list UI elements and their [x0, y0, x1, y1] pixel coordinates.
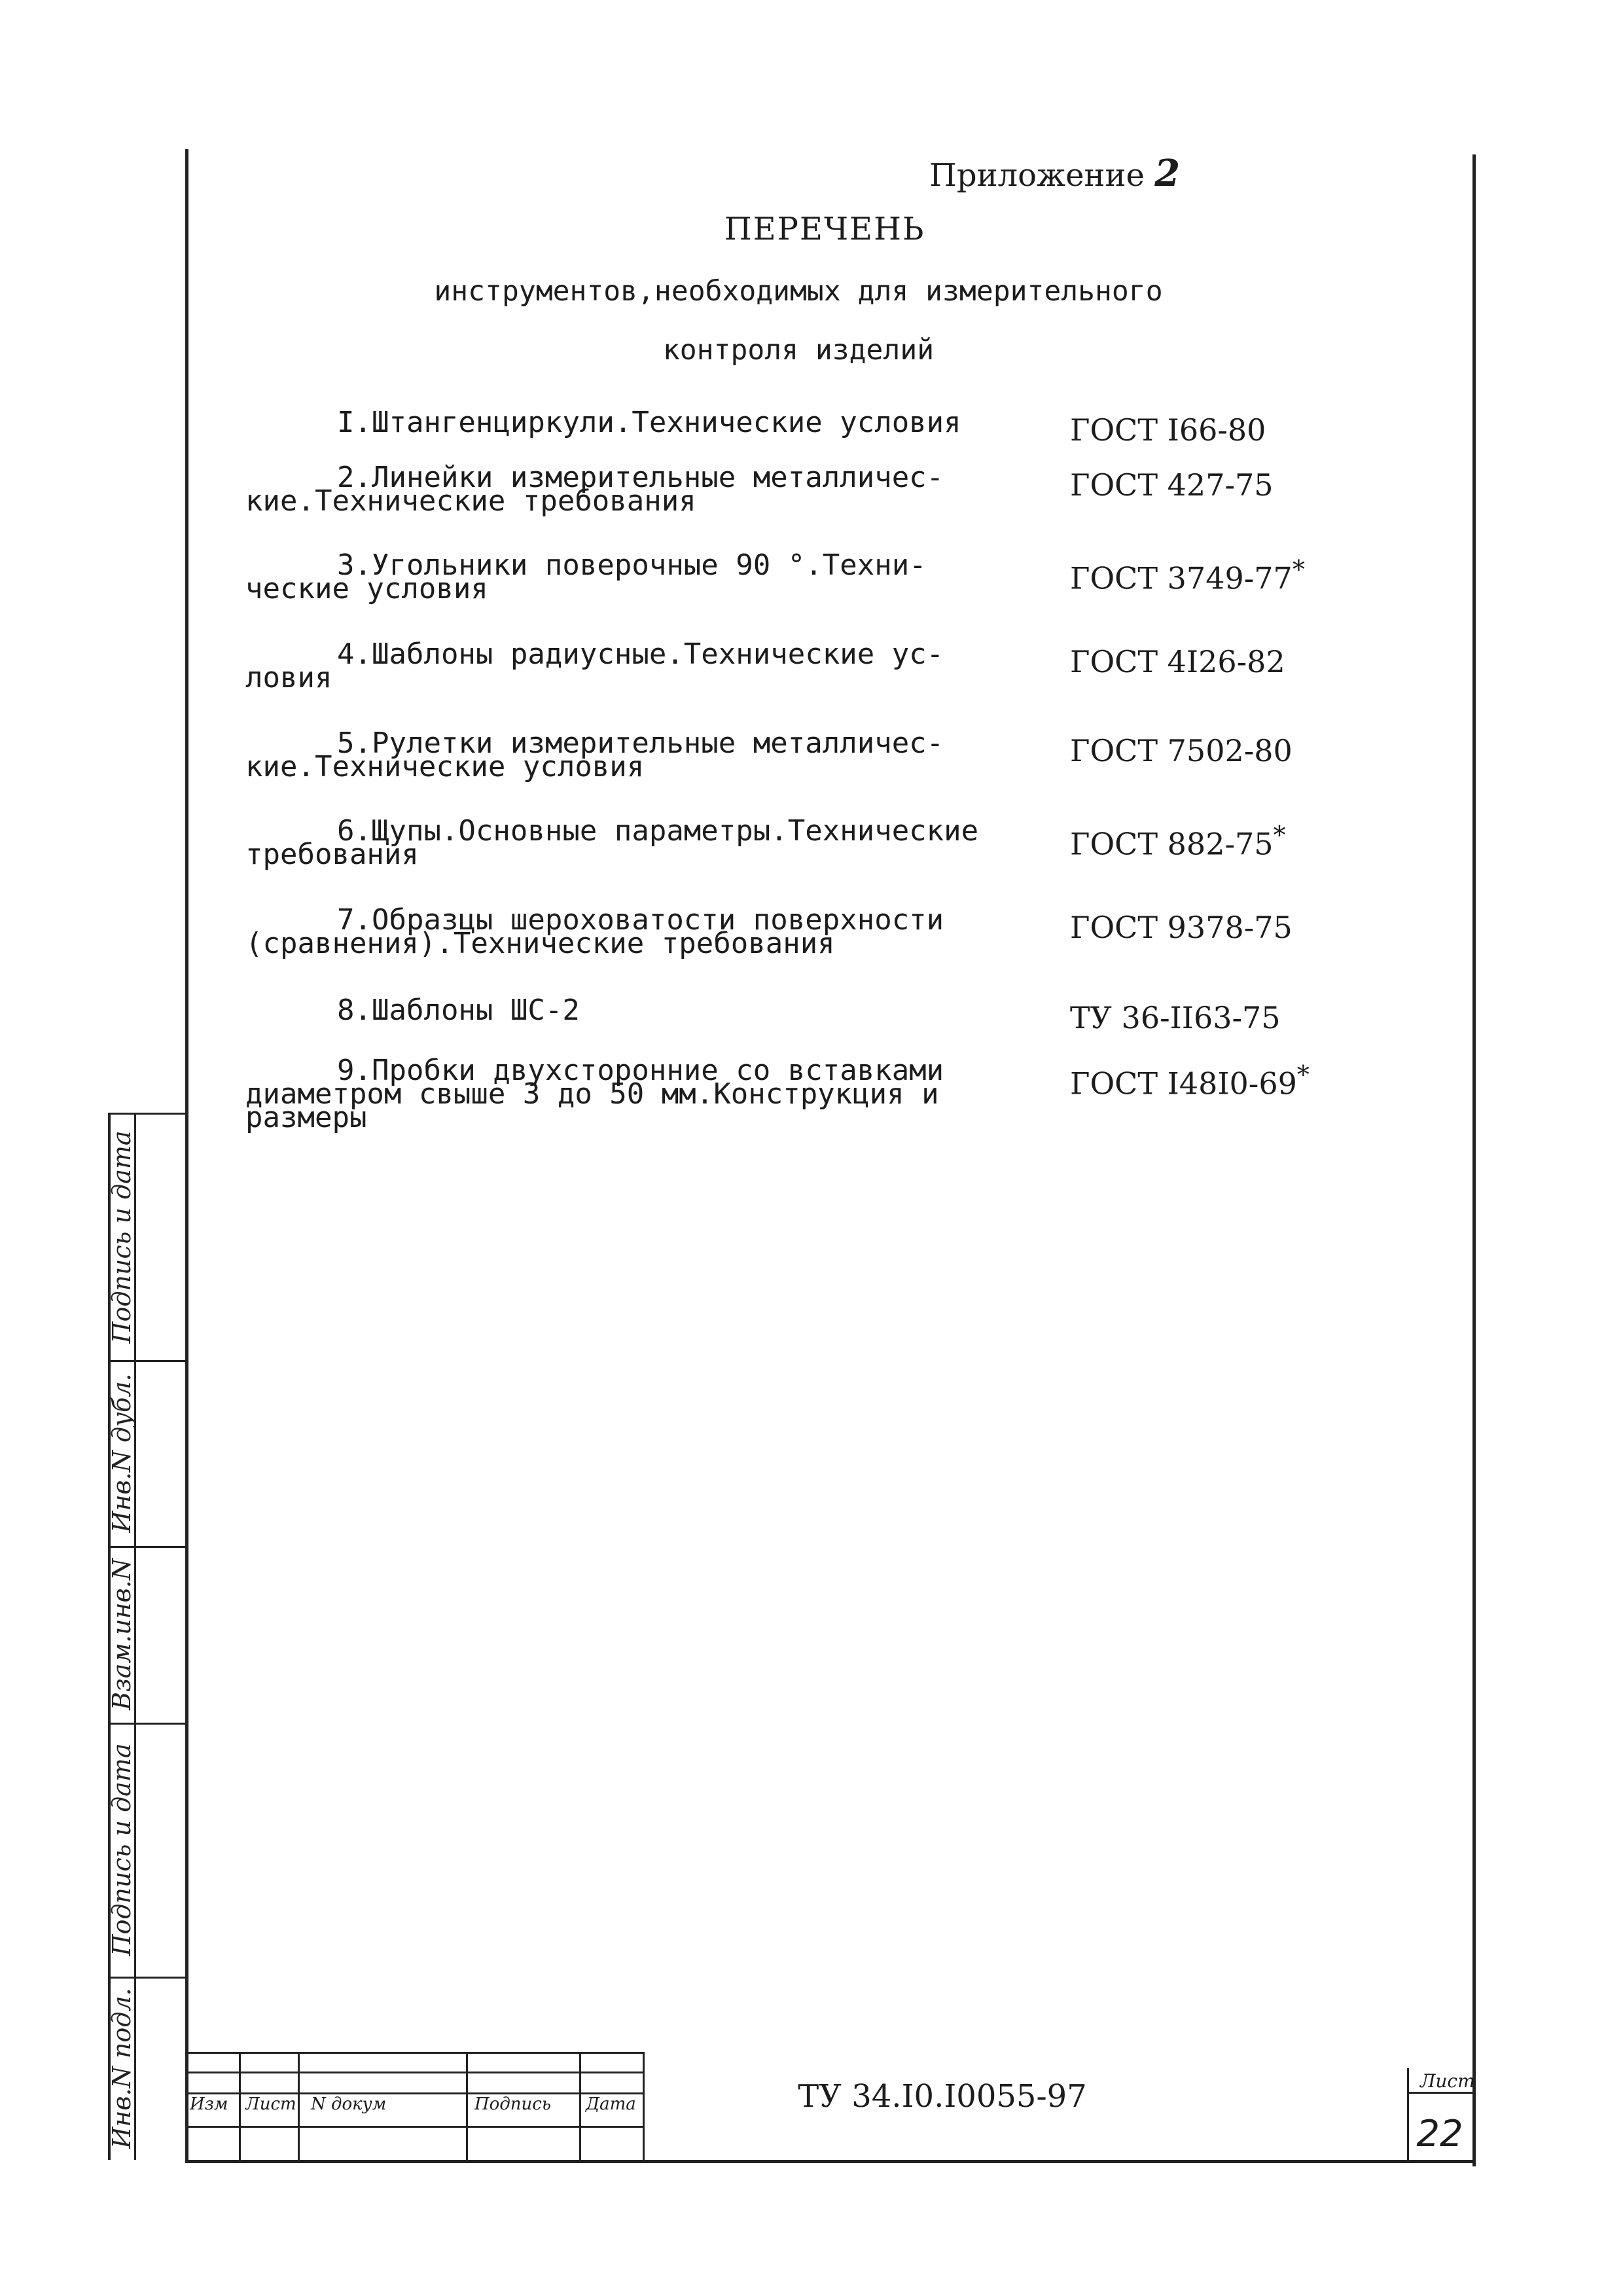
frame-bottom: [185, 2160, 1476, 2163]
standard-code: ГОСТ 9378-75: [1070, 910, 1293, 945]
list-item-text: 7.Образцы шероховатости поверхности: [337, 903, 944, 937]
list-item: [245, 548, 1063, 605]
standard-reference: [1070, 910, 1293, 945]
standard-code: ГОСТ 4I26-82: [1070, 644, 1285, 679]
standard-reference: [1070, 1000, 1281, 1035]
standard-reference: [1070, 1060, 1310, 1101]
standard-revision-mark: *: [1273, 821, 1286, 850]
standard-revision-mark: *: [1296, 1060, 1310, 1089]
list-item-text: 6.Щупы.Основные параметры.Технические: [337, 814, 979, 848]
standard-code: ГОСТ I48I0-69: [1070, 1066, 1297, 1102]
standard-reference: [1070, 467, 1274, 503]
list-item: [245, 637, 1063, 694]
list-item-text: 2.Линейки измерительные металличес-: [337, 461, 944, 494]
standard-code: ГОСТ I66-80: [1070, 412, 1266, 448]
col-signature: Подпись: [474, 2094, 552, 2114]
list-item-text: 8.Шаблоны ШС-2: [337, 994, 580, 1027]
title-block-col-line: [579, 2052, 581, 2163]
list-item-continuation: кие.Технические условия: [245, 750, 645, 783]
side-stamp-line: [108, 1546, 187, 1548]
list-item: [245, 406, 1063, 439]
page-title: ПЕРЕЧЕНЬ: [724, 211, 925, 247]
list-item-text: 5.Рулетки измерительные металличес-: [337, 726, 944, 760]
list-item-continuation: кие.Технические требования: [245, 484, 696, 518]
standard-reference: [1070, 821, 1286, 861]
side-stamp-line: [108, 1360, 187, 1362]
list-item: [245, 814, 1063, 871]
col-change: Изм: [190, 2094, 228, 2114]
list-item-continuation: требования: [245, 838, 419, 871]
list-item-text: 3.Угольники поверочные 90 °.Техни-: [337, 548, 927, 582]
list-item-continuation: размеры: [245, 1101, 367, 1134]
title-block-col-line: [298, 2052, 300, 2163]
side-stamp-line: [108, 1977, 187, 1979]
sheet-number: 22: [1416, 2113, 1463, 2155]
side-stamp-original-inventory: Инв.N подл.: [107, 1988, 136, 2149]
standard-code: ГОСТ 7502-80: [1070, 733, 1293, 768]
frame-left: [185, 149, 188, 2160]
side-stamp-top-line: [108, 1113, 187, 1115]
list-item: [245, 994, 1063, 1027]
col-date: Дата: [586, 2094, 636, 2114]
title-block-row-line: [185, 2072, 643, 2073]
list-item: [245, 1054, 1063, 1134]
side-stamp-replacement-inventory: Взам.инв.N: [107, 1558, 136, 1710]
sheet-label: Лист: [1420, 2070, 1475, 2092]
standard-code: ГОСТ 427-75: [1070, 467, 1274, 503]
col-sheet: Лист: [245, 2094, 296, 2114]
sheet-cell-divider: [1407, 2092, 1472, 2094]
side-stamp-signature-date-2: Подпись и дата: [107, 1743, 136, 1956]
side-stamp-dup-inventory: Инв.N дубл.: [107, 1373, 136, 1533]
subtitle-line-1: инструментов,необходимых для измерительного: [434, 275, 1163, 308]
title-block-col-line: [239, 2052, 241, 2163]
title-block-col-line: [466, 2052, 468, 2163]
list-item-text: 9.Пробки двухсторонние со вставками: [337, 1054, 944, 1087]
list-item-text: 4.Шаблоны радиусные.Технические ус-: [337, 637, 944, 671]
standard-code: ТУ 36-II63-75: [1070, 1000, 1281, 1035]
standard-reference: [1070, 412, 1266, 448]
list-item-text: I.Штангенциркули.Технические условия: [337, 406, 961, 439]
document-number: ТУ 34.I0.I0055-97: [798, 2078, 1087, 2115]
title-block-row-line: [185, 2126, 643, 2128]
list-item-continuation: диаметром свыше 3 до 50 мм.Конструкция и: [245, 1077, 939, 1111]
side-stamp-line: [108, 1723, 187, 1725]
standard-code: ГОСТ 3749-77: [1070, 560, 1293, 596]
list-item: [245, 903, 1063, 960]
list-item: [245, 461, 1063, 518]
list-item-continuation: ческие условия: [245, 572, 488, 605]
standard-reference: [1070, 644, 1285, 679]
list-item-continuation: (сравнения).Технические требования: [245, 927, 835, 960]
side-stamp-signature-date-1: Подпись и дата: [107, 1130, 136, 1344]
list-item-continuation: ловия: [245, 661, 332, 694]
title-block-col-line: [643, 2052, 645, 2163]
list-item: [245, 726, 1063, 783]
subtitle-line-2: контроля изделий: [662, 334, 935, 367]
standard-reference: [1070, 733, 1293, 768]
col-doc-number: N докум: [311, 2094, 387, 2114]
standard-reference: [1070, 555, 1305, 596]
appendix-number: 2: [1154, 152, 1181, 195]
standard-code: ГОСТ 882-75: [1070, 826, 1274, 862]
title-block-top-line: [185, 2052, 643, 2054]
appendix-text: Приложение: [929, 157, 1145, 194]
frame-right: [1472, 154, 1476, 2166]
appendix-label: [929, 152, 1180, 195]
standard-revision-mark: *: [1292, 555, 1305, 584]
